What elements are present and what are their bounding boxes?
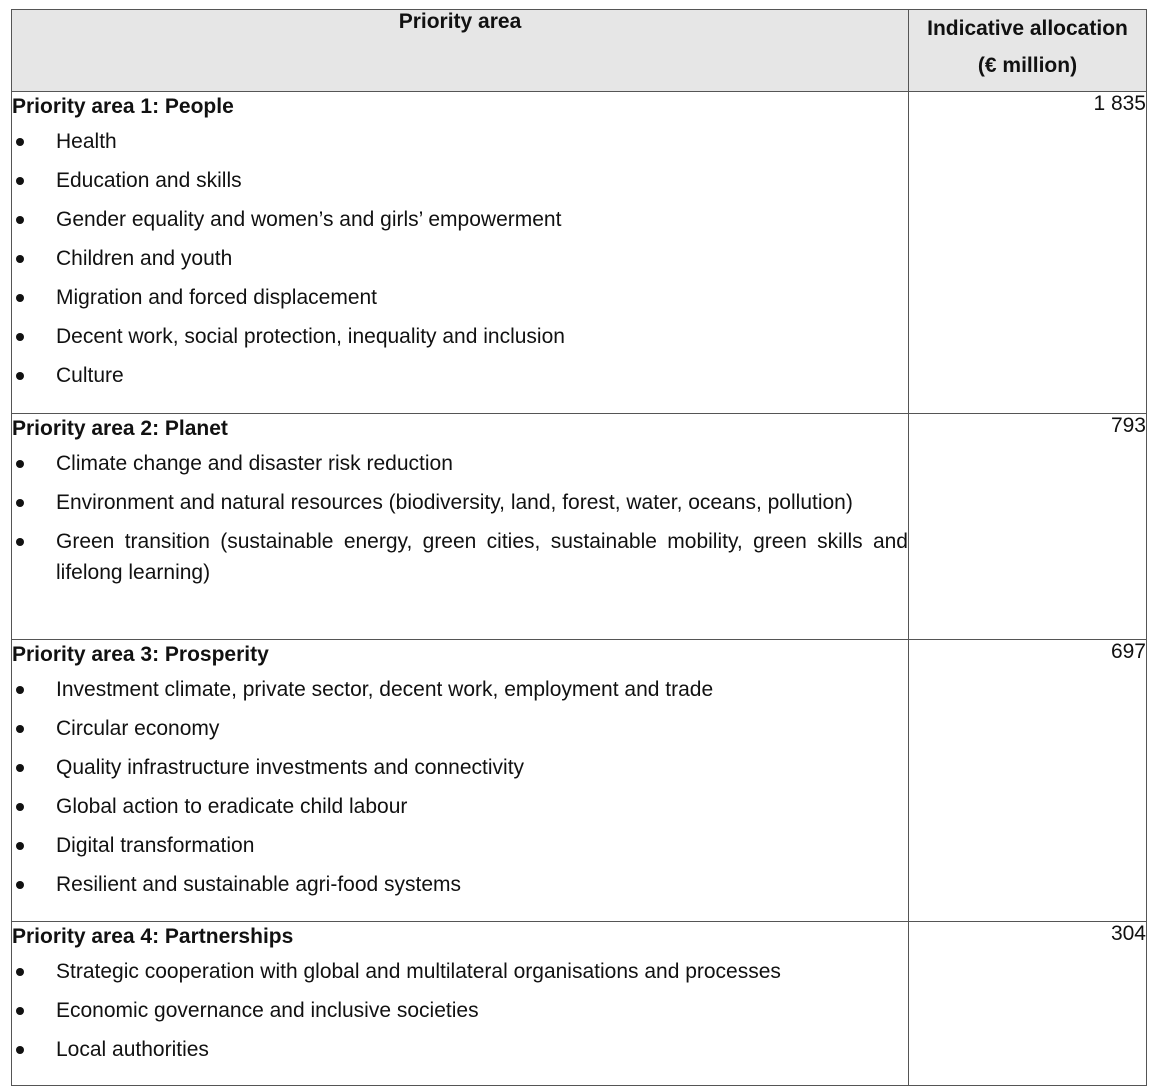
header-allocation-line1: Indicative allocation bbox=[927, 17, 1128, 40]
table-header-row bbox=[12, 10, 1147, 92]
list-item: Strategic cooperation with global and multilateral organisations and processes bbox=[12, 956, 908, 987]
list-item: Local authorities bbox=[12, 1034, 908, 1065]
list-item: Global action to eradicate child labour bbox=[12, 791, 908, 822]
list-item: Education and skills bbox=[12, 165, 908, 196]
list-item: Decent work, social protection, inequality and inclusion bbox=[12, 321, 908, 352]
list-item: Circular economy bbox=[12, 713, 908, 744]
list-item: Gender equality and women’s and girls’ empowerment bbox=[12, 204, 908, 235]
table-row-priority-4 bbox=[12, 922, 1147, 1086]
header-allocation-line2: (€ million) bbox=[977, 54, 1078, 77]
priority-area-cell bbox=[12, 640, 909, 922]
list-item: Climate change and disaster risk reduction bbox=[12, 448, 908, 479]
priority-area-title: Priority area 3: Prosperity bbox=[12, 643, 269, 666]
table-row-priority-2 bbox=[12, 414, 1147, 640]
list-item: Resilient and sustainable agri-food systems bbox=[12, 869, 908, 900]
list-item: Migration and forced displacement bbox=[12, 282, 908, 313]
priority-area-list bbox=[12, 674, 908, 900]
header-indicative-allocation bbox=[909, 10, 1147, 92]
list-item: Investment climate, private sector, decent work, employment and trade bbox=[12, 674, 908, 705]
priority-area-title: Priority area 2: Planet bbox=[12, 417, 228, 440]
priority-area-list bbox=[12, 126, 908, 391]
table-row-priority-3 bbox=[12, 640, 1147, 922]
list-item: Health bbox=[12, 126, 908, 157]
allocation-value: 1 835 bbox=[909, 92, 1147, 414]
list-item: Quality infrastructure investments and connectivity bbox=[12, 752, 908, 783]
priority-area-cell bbox=[12, 92, 909, 414]
priority-area-title: Priority area 4: Partnerships bbox=[12, 925, 294, 948]
table-row-priority-1 bbox=[12, 92, 1147, 414]
list-item: Green transition (sustainable energy, green cities, sustainable mobility, green skills and lifelong learning) bbox=[12, 526, 908, 588]
list-item: Children and youth bbox=[12, 243, 908, 274]
priority-area-cell bbox=[12, 414, 909, 640]
list-item: Culture bbox=[12, 360, 908, 391]
allocation-value: 304 bbox=[909, 922, 1147, 1086]
list-item: Environment and natural resources (biodiversity, land, forest, water, oceans, pollution) bbox=[12, 487, 908, 518]
priority-area-list bbox=[12, 448, 908, 588]
allocation-table bbox=[11, 9, 1147, 1086]
list-item: Digital transformation bbox=[12, 830, 908, 861]
allocation-value: 793 bbox=[909, 414, 1147, 640]
allocation-value: 697 bbox=[909, 640, 1147, 922]
priority-area-list bbox=[12, 956, 908, 1065]
priority-area-cell bbox=[12, 922, 909, 1086]
list-item: Economic governance and inclusive societies bbox=[12, 995, 908, 1026]
header-priority-area: Priority area bbox=[12, 10, 909, 92]
priority-area-title: Priority area 1: People bbox=[12, 95, 234, 118]
